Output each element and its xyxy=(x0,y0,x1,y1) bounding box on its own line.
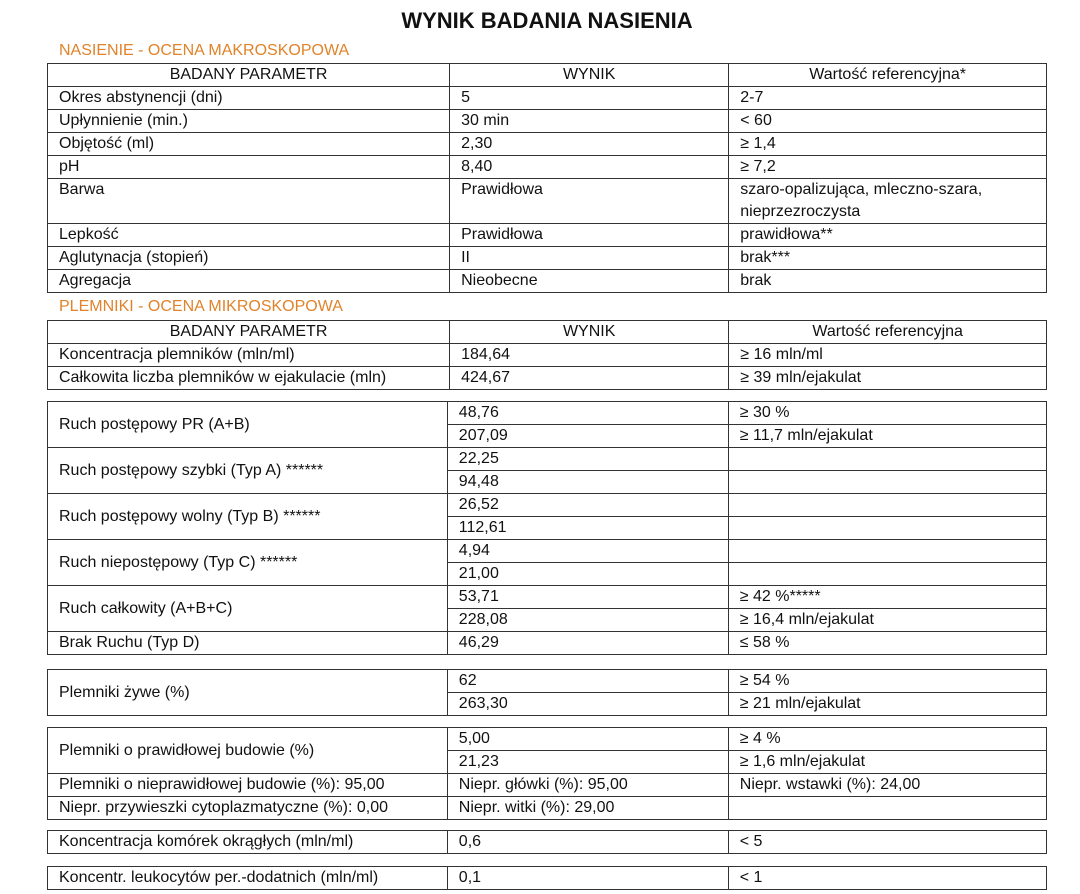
result-cell: 5,00 xyxy=(447,728,728,751)
table-row xyxy=(48,179,1047,224)
parameter-cell: Koncentracja plemników (mln/ml) xyxy=(48,344,450,367)
reference-cell: ≥ 16,4 mln/ejakulat xyxy=(728,609,1046,632)
header-result: WYNIK xyxy=(450,321,729,344)
reference-cell: prawidłowa** xyxy=(729,224,1047,247)
result-cell: 184,64 xyxy=(450,344,729,367)
table-row xyxy=(48,448,1047,471)
reference-cell: ≥ 54 % xyxy=(728,670,1046,693)
vitality-table xyxy=(47,669,1047,716)
result-cell: 5 xyxy=(450,87,729,110)
morphology-table xyxy=(47,727,1047,820)
parameter-cell: Ruch postępowy wolny (Typ B) ****** xyxy=(48,494,448,540)
header-parameter: BADANY PARAMETR xyxy=(48,64,450,87)
reference-cell: ≥ 42 %***** xyxy=(728,586,1046,609)
result-cell: 21,00 xyxy=(447,563,728,586)
table-row xyxy=(48,344,1047,367)
result-cell: Niepr. główki (%): 95,00 xyxy=(447,774,728,797)
parameter-cell: Ruch postępowy PR (A+B) xyxy=(48,402,448,448)
parameter-cell: Ruch całkowity (A+B+C) xyxy=(48,586,448,632)
reference-cell: brak*** xyxy=(729,247,1047,270)
reference-cell: ≥ 30 % xyxy=(728,402,1046,425)
result-cell: 424,67 xyxy=(450,367,729,390)
table-row xyxy=(48,728,1047,751)
micro-table xyxy=(47,320,1047,390)
parameter-cell: Koncentr. leukocytów per.-dodatnich (mln/ml) xyxy=(48,867,448,890)
header-reference: Wartość referencyjna* xyxy=(729,64,1047,87)
reference-cell xyxy=(728,540,1046,563)
result-cell: 4,94 xyxy=(447,540,728,563)
reference-cell: ≥ 4 % xyxy=(728,728,1046,751)
reference-cell xyxy=(728,517,1046,540)
result-cell: 207,09 xyxy=(447,425,728,448)
result-cell: II xyxy=(450,247,729,270)
parameter-cell: Całkowita liczba plemników w ejakulacie (mln) xyxy=(48,367,450,390)
table-row xyxy=(48,247,1047,270)
page-title: WYNIK BADANIA NASIENIA xyxy=(401,8,693,33)
reference-cell: 2-7 xyxy=(729,87,1047,110)
table-row xyxy=(48,367,1047,390)
parameter-cell: Aglutynacja (stopień) xyxy=(48,247,450,270)
parameter-cell: Okres abstynencji (dni) xyxy=(48,87,450,110)
result-cell: 0,6 xyxy=(447,831,728,854)
reference-cell: ≥ 7,2 xyxy=(729,156,1047,179)
table-row xyxy=(48,494,1047,517)
parameter-cell: Agregacja xyxy=(48,270,450,293)
table-header-row xyxy=(48,64,1047,87)
parameter-cell: Plemniki o nieprawidłowej budowie (%): 95,00 xyxy=(48,774,448,797)
parameter-cell: Ruch niepostępowy (Typ C) ****** xyxy=(48,540,448,586)
reference-cell: ≥ 11,7 mln/ejakulat xyxy=(728,425,1046,448)
table-row xyxy=(48,402,1047,425)
parameter-cell: Barwa xyxy=(48,179,450,224)
macro-table xyxy=(47,63,1047,293)
reference-cell: ≥ 1,6 mln/ejakulat xyxy=(728,751,1046,774)
parameter-cell: Ruch postępowy szybki (Typ A) ****** xyxy=(48,448,448,494)
result-cell: 46,29 xyxy=(447,632,728,655)
micro-section-title: PLEMNIKI - OCENA MIKROSKOPOWA xyxy=(59,298,343,315)
reference-cell: brak xyxy=(729,270,1047,293)
result-cell: 228,08 xyxy=(447,609,728,632)
reference-cell xyxy=(728,494,1046,517)
header-result: WYNIK xyxy=(450,64,729,87)
reference-cell: ≥ 16 mln/ml xyxy=(729,344,1047,367)
result-cell: Nieobecne xyxy=(450,270,729,293)
table-row xyxy=(48,867,1047,890)
reference-cell: ≥ 21 mln/ejakulat xyxy=(728,693,1046,716)
motility-table xyxy=(47,401,1047,655)
result-cell: Niepr. witki (%): 29,00 xyxy=(447,797,728,820)
header-reference: Wartość referencyjna xyxy=(729,321,1047,344)
table-row xyxy=(48,586,1047,609)
table-row xyxy=(48,156,1047,179)
reference-cell: < 5 xyxy=(728,831,1046,854)
reference-cell: Niepr. wstawki (%): 24,00 xyxy=(728,774,1046,797)
result-cell: 112,61 xyxy=(447,517,728,540)
parameter-cell: Brak Ruchu (Typ D) xyxy=(48,632,448,655)
table-row xyxy=(48,110,1047,133)
reference-cell xyxy=(728,471,1046,494)
result-cell: 2,30 xyxy=(450,133,729,156)
parameter-cell: Plemniki o prawidłowej budowie (%) xyxy=(48,728,448,774)
result-cell: Prawidłowa xyxy=(450,179,729,224)
table-row xyxy=(48,797,1047,820)
reference-cell: ≥ 1,4 xyxy=(729,133,1047,156)
table-row xyxy=(48,632,1047,655)
leukocytes-table xyxy=(47,866,1047,890)
table-header-row xyxy=(48,321,1047,344)
table-row xyxy=(48,774,1047,797)
result-cell: 8,40 xyxy=(450,156,729,179)
result-cell: 62 xyxy=(447,670,728,693)
table-row xyxy=(48,224,1047,247)
result-cell: 26,52 xyxy=(447,494,728,517)
header-parameter: BADANY PARAMETR xyxy=(48,321,450,344)
table-row xyxy=(48,133,1047,156)
table-row xyxy=(48,87,1047,110)
reference-cell: ≥ 39 mln/ejakulat xyxy=(729,367,1047,390)
reference-cell xyxy=(728,448,1046,471)
reference-cell: < 60 xyxy=(729,110,1047,133)
parameter-cell: Niepr. przywieszki cytoplazmatyczne (%): 0,00 xyxy=(48,797,448,820)
parameter-cell: Lepkość xyxy=(48,224,450,247)
table-row xyxy=(48,270,1047,293)
parameter-cell: Objętość (ml) xyxy=(48,133,450,156)
parameter-cell: Koncentracja komórek okrągłych (mln/ml) xyxy=(48,831,448,854)
result-cell: Prawidłowa xyxy=(450,224,729,247)
table-row xyxy=(48,670,1047,693)
result-cell: 263,30 xyxy=(447,693,728,716)
reference-cell: ≤ 58 % xyxy=(728,632,1046,655)
parameter-cell: Upłynnienie (min.) xyxy=(48,110,450,133)
result-cell: 0,1 xyxy=(447,867,728,890)
result-cell: 94,48 xyxy=(447,471,728,494)
round-cells-table xyxy=(47,830,1047,854)
table-row xyxy=(48,540,1047,563)
reference-cell xyxy=(728,797,1046,820)
result-cell: 22,25 xyxy=(447,448,728,471)
result-cell: 48,76 xyxy=(447,402,728,425)
result-cell: 53,71 xyxy=(447,586,728,609)
macro-section-title: NASIENIE - OCENA MAKROSKOPOWA xyxy=(59,42,350,59)
parameter-cell: pH xyxy=(48,156,450,179)
parameter-cell: Plemniki żywe (%) xyxy=(48,670,448,716)
table-row xyxy=(48,831,1047,854)
result-cell: 21,23 xyxy=(447,751,728,774)
result-cell: 30 min xyxy=(450,110,729,133)
reference-cell xyxy=(728,563,1046,586)
reference-cell: szaro-opalizująca, mleczno-szara, nieprzezroczysta xyxy=(729,179,1047,224)
reference-cell: < 1 xyxy=(728,867,1046,890)
